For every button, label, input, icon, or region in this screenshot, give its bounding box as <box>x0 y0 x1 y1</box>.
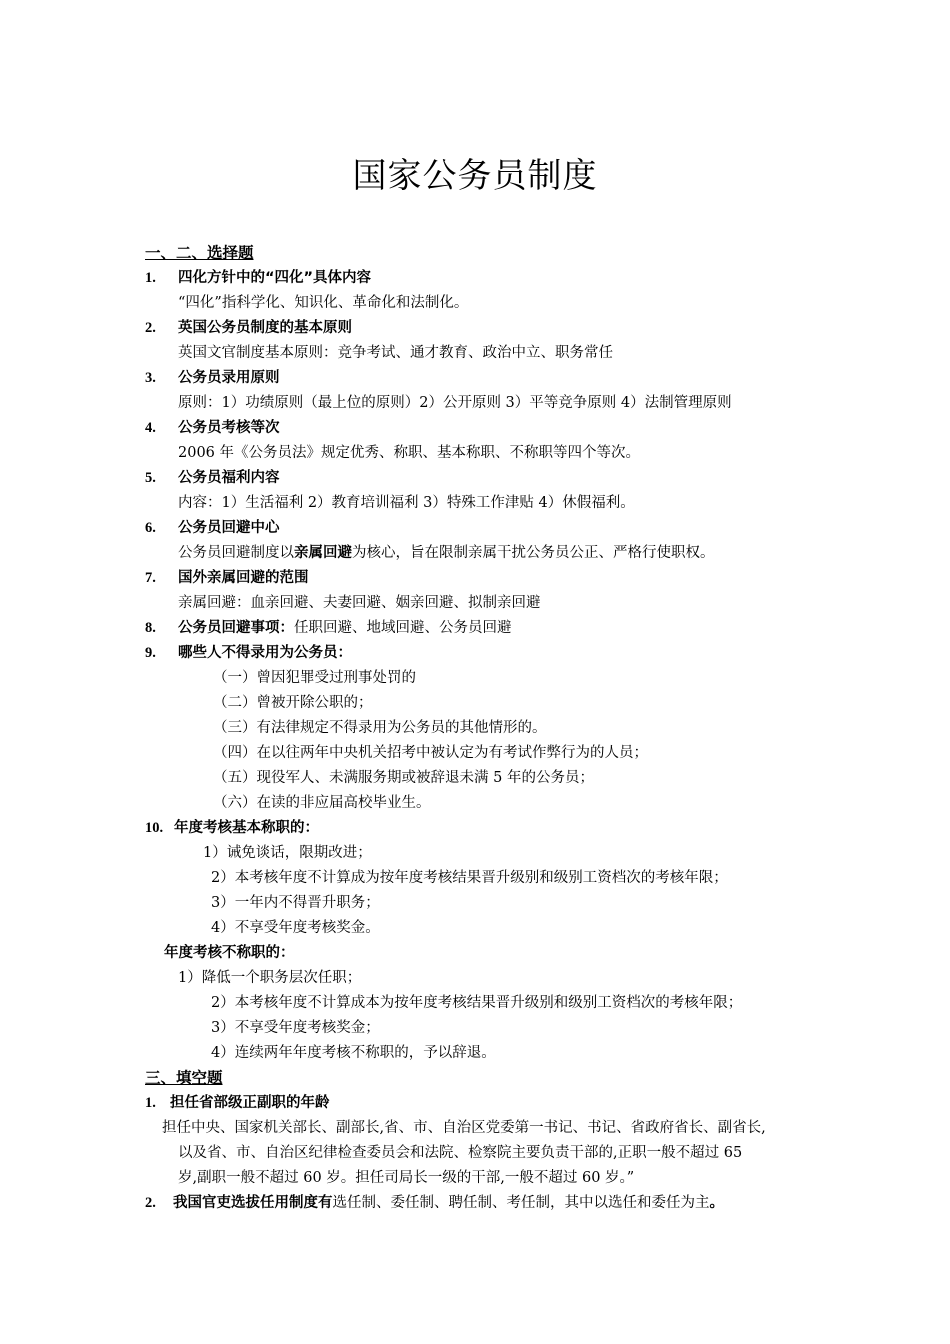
list-item: 3）不享受年度考核奖金； <box>211 1020 380 1036</box>
question-5-heading: 5. 公务员福利内容 <box>145 470 280 486</box>
list-item: （三）有法律规定不得录用为公务员的其他情形的。 <box>213 720 547 736</box>
list-item: 2）本考核年度不计算成为按年度考核结果晋升级别和级别工资档次的考核年限； <box>211 870 728 886</box>
question-4-answer: 2006 年《公务员法》规定优秀、称职、基本称职、不称职等四个等次。 <box>178 445 641 461</box>
fill-2: 2. 我国官吏选拔任用制度有选任制、委任制、聘任制、考任制，其中以选任和委任为主。 <box>145 1195 724 1211</box>
list-item: 4）不享受年度考核奖金。 <box>211 920 380 936</box>
page-title: 国家公务员制度 <box>352 156 598 196</box>
list-item: （四）在以往两年中央机关招考中被认定为有考试作弊行为的人员； <box>213 745 648 761</box>
list-item: （二）曾被开除公职的； <box>213 695 373 711</box>
question-2-heading: 2. 英国公务员制度的基本原则 <box>145 320 352 336</box>
list-item: 4）连续两年年度考核不称职的，予以辞退。 <box>211 1045 496 1061</box>
fill-1-answer-line: 担任中央、国家机关部长、副部长,省、市、自治区党委第一书记、书记、省政府省长、副省长, <box>162 1120 766 1136</box>
fill-1-answer-line: 岁,副职一般不超过 60 岁。担任司局长一级的干部,一般不超过 60 岁。” <box>178 1170 635 1186</box>
list-item: （五）现役军人、未满服务期或被辞退未满 5 年的公务员； <box>213 770 594 786</box>
section-heading-choice: 一、二、选择题 <box>145 244 254 262</box>
question-7-answer: 亲属回避：血亲回避、夫妻回避、姻亲回避、拟制亲回避 <box>178 595 541 611</box>
question-9-heading: 9. 哪些人不得录用为公务员： <box>145 645 352 661</box>
list-item: 3）一年内不得晋升职务； <box>211 895 380 911</box>
question-2-answer: 英国文官制度基本原则：竞争考试、通才教育、政治中立、职务常任 <box>178 345 613 361</box>
list-item: （六）在读的非应届高校毕业生。 <box>213 795 431 811</box>
list-item: 1）降低一个职务层次任职； <box>178 970 362 986</box>
list-item: 1）诫免谈话，限期改进； <box>203 845 372 861</box>
list-item: （一）曾因犯罪受过刑事处罚的 <box>213 670 416 686</box>
list-item: 2）本考核年度不计算成本为按年度考核结果晋升级别和级别工资档次的考核年限； <box>211 995 743 1011</box>
question-1-answer: “四化”指科学化、知识化、革命化和法制化。 <box>178 295 469 311</box>
question-6-heading: 6. 公务员回避中心 <box>145 520 280 536</box>
question-7-heading: 7. 国外亲属回避的范围 <box>145 570 309 586</box>
question-3-heading: 3. 公务员录用原则 <box>145 370 280 386</box>
question-1-heading: 1. 四化方针中的“四化”具体内容 <box>145 270 372 286</box>
question-6-answer: 公务员回避制度以亲属回避为核心，旨在限制亲属干扰公务员公正、严格行使职权。 <box>178 545 715 561</box>
question-4-heading: 4. 公务员考核等次 <box>145 420 280 436</box>
question-5-answer: 内容：1）生活福利 2）教育培训福利 3）特殊工作津贴 4）休假福利。 <box>178 495 635 511</box>
question-10-heading: 10. 年度考核基本称职的： <box>145 820 319 836</box>
question-8-heading: 8. 公务员回避事项：任职回避、地域回避、公务员回避 <box>145 620 512 636</box>
fill-1-answer-line: 以及省、市、自治区纪律检查委员会和法院、检察院主要负责干部的,正职一般不超过 65 <box>178 1145 743 1161</box>
question-10-subheading: 年度考核不称职的： <box>164 945 295 961</box>
question-3-answer: 原则：1）功绩原则（最上位的原则）2）公开原则 3）平等竞争原则 4）法制管理原则 <box>178 395 732 411</box>
section-heading-fill: 三、填空题 <box>145 1069 223 1087</box>
fill-1-heading: 1. 担任省部级正副职的年龄 <box>145 1095 330 1111</box>
